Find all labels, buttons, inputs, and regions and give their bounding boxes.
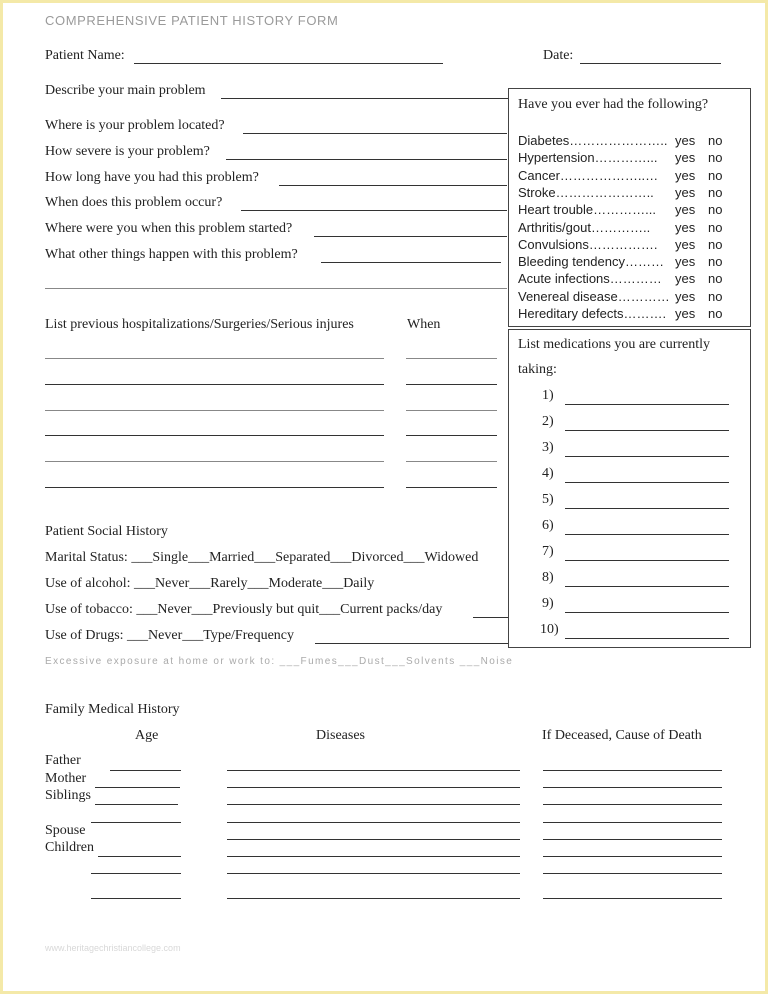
- question-occurrence: When does this problem occur?: [45, 195, 223, 210]
- condition-label: Convulsions…………….: [518, 236, 658, 252]
- medication-number: 7): [542, 544, 554, 559]
- family-diseases-field[interactable]: [227, 873, 520, 874]
- question-where-started: Where were you when this problem started?: [45, 221, 293, 236]
- medication-field[interactable]: [565, 456, 729, 457]
- medication-number: 1): [542, 388, 554, 403]
- family-deceased-field[interactable]: [543, 787, 722, 788]
- medication-field[interactable]: [565, 638, 729, 639]
- condition-row: [518, 168, 658, 183]
- form-title: COMPREHENSIVE PATIENT HISTORY FORM: [45, 13, 339, 28]
- condition-no-option[interactable]: no: [708, 254, 723, 270]
- marital-status-line[interactable]: Marital Status: ___Single___Married___Separated___Divorced___Widowed: [45, 550, 479, 565]
- family-age-field[interactable]: [91, 822, 181, 823]
- hospitalization-field[interactable]: [45, 410, 384, 411]
- family-diseases-field[interactable]: [227, 787, 520, 788]
- family-deceased-field[interactable]: [543, 770, 722, 771]
- condition-row: [518, 271, 662, 286]
- medication-field[interactable]: [565, 404, 729, 405]
- family-age-field[interactable]: [95, 787, 180, 788]
- severity-field[interactable]: [226, 159, 507, 160]
- family-deceased-field[interactable]: [543, 804, 722, 805]
- condition-no-option[interactable]: no: [708, 306, 723, 321]
- medication-field[interactable]: [565, 612, 729, 613]
- hospitalization-field[interactable]: [45, 461, 384, 462]
- condition-row: [518, 220, 650, 235]
- medication-number: 2): [542, 414, 554, 429]
- condition-row: [518, 254, 664, 269]
- family-deceased-field[interactable]: [543, 873, 722, 874]
- condition-yes-option[interactable]: yes: [675, 306, 696, 321]
- hospitalization-field[interactable]: [45, 358, 384, 359]
- hospitalization-when-field[interactable]: [406, 487, 497, 488]
- medication-number: 3): [542, 440, 554, 455]
- drugs-frequency-field[interactable]: [315, 643, 508, 644]
- medication-field[interactable]: [565, 586, 729, 587]
- condition-no-option[interactable]: no: [708, 288, 723, 304]
- hospitalization-when-field[interactable]: [406, 358, 497, 359]
- family-diseases-field[interactable]: [227, 898, 520, 899]
- drugs-line[interactable]: Use of Drugs: ___Never___Type/Frequency: [45, 628, 295, 643]
- question-main-problem: Describe your main problem: [45, 83, 206, 98]
- condition-row: [518, 237, 657, 252]
- family-age-field[interactable]: [98, 856, 181, 857]
- tobacco-line[interactable]: Use of tobacco: ___Never___Previously but quit___Current packs/day: [45, 602, 443, 617]
- date-field[interactable]: [580, 63, 721, 64]
- family-diseases-field[interactable]: [227, 822, 520, 823]
- condition-yes-option[interactable]: yes: [675, 167, 696, 183]
- family-age-field[interactable]: [91, 873, 181, 874]
- relative-mother: Mother: [45, 771, 87, 786]
- medication-field[interactable]: [565, 534, 729, 535]
- family-deceased-field[interactable]: [543, 822, 722, 823]
- condition-row: [518, 202, 656, 217]
- medication-number: 5): [542, 492, 554, 507]
- watermark: www.heritagechristiancollege.com: [45, 943, 181, 953]
- medication-field[interactable]: [565, 508, 729, 509]
- patient-name-label: Patient Name:: [45, 48, 125, 63]
- condition-label: Hereditary defects……….: [518, 306, 667, 321]
- medications-box: [508, 329, 751, 648]
- question-severity: How severe is your problem?: [45, 144, 210, 159]
- relative-children: Children: [45, 840, 94, 855]
- where-started-field[interactable]: [314, 236, 507, 237]
- other-things-field[interactable]: [321, 262, 501, 263]
- condition-yes-option[interactable]: yes: [675, 271, 696, 287]
- hospitalization-when-field[interactable]: [406, 435, 497, 436]
- exposure-line[interactable]: Excessive exposure at home or work to: ___Fumes___Dust___Solvents ___Noise: [45, 656, 514, 667]
- condition-label: Hypertension…………...: [518, 150, 658, 166]
- question-duration: How long have you had this problem?: [45, 170, 259, 185]
- relative-spouse: Spouse: [45, 823, 86, 838]
- condition-no-option[interactable]: no: [708, 133, 723, 148]
- patient-name-field[interactable]: [134, 63, 443, 64]
- family-diseases-field[interactable]: [227, 804, 520, 805]
- condition-label: Arthritis/gout…………..: [518, 219, 651, 235]
- main-problem-field[interactable]: [221, 98, 509, 99]
- other-things-extra-line[interactable]: [45, 288, 507, 289]
- condition-label: Diabetes…………………..: [518, 133, 668, 148]
- condition-yes-option[interactable]: yes: [675, 254, 696, 270]
- medication-number: 4): [542, 466, 554, 481]
- condition-yes-option[interactable]: yes: [675, 236, 696, 252]
- condition-yes-option[interactable]: yes: [675, 202, 696, 218]
- condition-no-option[interactable]: no: [708, 219, 723, 235]
- condition-yes-option[interactable]: yes: [675, 150, 696, 166]
- family-age-field[interactable]: [110, 770, 181, 771]
- condition-label: Bleeding tendency………: [518, 254, 664, 270]
- medication-number: 8): [542, 570, 554, 585]
- hospitalization-when-field[interactable]: [406, 384, 497, 385]
- hospitalization-field[interactable]: [45, 435, 384, 436]
- condition-no-option[interactable]: no: [708, 271, 723, 287]
- hospitalization-field[interactable]: [45, 487, 384, 488]
- diseases-column-header: Diseases: [316, 728, 365, 743]
- condition-label: Heart trouble…………...: [518, 202, 656, 218]
- family-deceased-field[interactable]: [543, 898, 722, 899]
- family-diseases-field[interactable]: [227, 770, 520, 771]
- condition-label: Stroke…………………..: [518, 184, 654, 200]
- age-column-header: Age: [135, 728, 159, 743]
- location-field[interactable]: [243, 133, 507, 134]
- occurrence-field[interactable]: [241, 210, 507, 211]
- medication-field[interactable]: [565, 560, 729, 561]
- hospitalization-when-field[interactable]: [406, 410, 497, 411]
- hospitalizations-label: List previous hospitalizations/Surgeries/Serious injures: [45, 317, 354, 332]
- question-location: Where is your problem located?: [45, 118, 225, 133]
- when-label: When: [407, 317, 441, 332]
- condition-yes-option[interactable]: yes: [675, 133, 696, 148]
- medication-number: 6): [542, 518, 554, 533]
- hospitalization-field[interactable]: [45, 384, 384, 385]
- medication-field[interactable]: [565, 430, 729, 431]
- family-deceased-field[interactable]: [543, 856, 722, 857]
- family-history-heading: Family Medical History: [45, 702, 180, 717]
- condition-no-option[interactable]: no: [708, 236, 723, 252]
- duration-field[interactable]: [279, 185, 507, 186]
- family-age-field[interactable]: [91, 898, 181, 899]
- condition-yes-option[interactable]: yes: [675, 288, 696, 304]
- condition-yes-option[interactable]: yes: [675, 219, 696, 235]
- medications-heading-line2: taking:: [518, 362, 557, 377]
- condition-no-option[interactable]: no: [708, 150, 723, 166]
- medication-field[interactable]: [565, 482, 729, 483]
- medications-heading-line1: List medications you are currently: [518, 337, 711, 352]
- condition-label: Venereal disease…………: [518, 288, 670, 304]
- condition-row: [518, 150, 657, 165]
- condition-yes-option[interactable]: yes: [675, 184, 696, 200]
- form-page: [3, 3, 765, 991]
- condition-no-option[interactable]: no: [708, 202, 723, 218]
- medication-number: 9): [542, 596, 554, 611]
- deceased-column-header: If Deceased, Cause of Death: [542, 728, 702, 743]
- social-history-heading: Patient Social History: [45, 524, 168, 539]
- condition-no-option[interactable]: no: [708, 167, 723, 183]
- condition-row: [518, 133, 668, 148]
- tobacco-packs-field[interactable]: [473, 617, 508, 618]
- condition-label: Acute infections…………: [518, 271, 662, 287]
- condition-row: [518, 185, 654, 200]
- conditions-box: [508, 88, 751, 327]
- relative-father: Father: [45, 753, 81, 768]
- family-diseases-field[interactable]: [227, 839, 520, 840]
- hospitalization-when-field[interactable]: [406, 461, 497, 462]
- condition-row: [518, 289, 670, 304]
- condition-label: Cancer………………..…: [518, 167, 659, 183]
- medication-number: 10): [540, 622, 559, 637]
- condition-row: [518, 306, 666, 321]
- question-other-things: What other things happen with this problem?: [45, 247, 298, 262]
- condition-no-option[interactable]: no: [708, 184, 723, 200]
- family-diseases-field[interactable]: [227, 856, 520, 857]
- conditions-heading: Have you ever had the following?: [518, 97, 709, 112]
- family-deceased-field[interactable]: [543, 839, 722, 840]
- alcohol-line[interactable]: Use of alcohol: ___Never___Rarely___Moderate___Daily: [45, 576, 375, 591]
- relative-siblings: Siblings: [45, 788, 91, 803]
- family-age-field[interactable]: [95, 804, 178, 805]
- date-label: Date:: [543, 48, 574, 63]
